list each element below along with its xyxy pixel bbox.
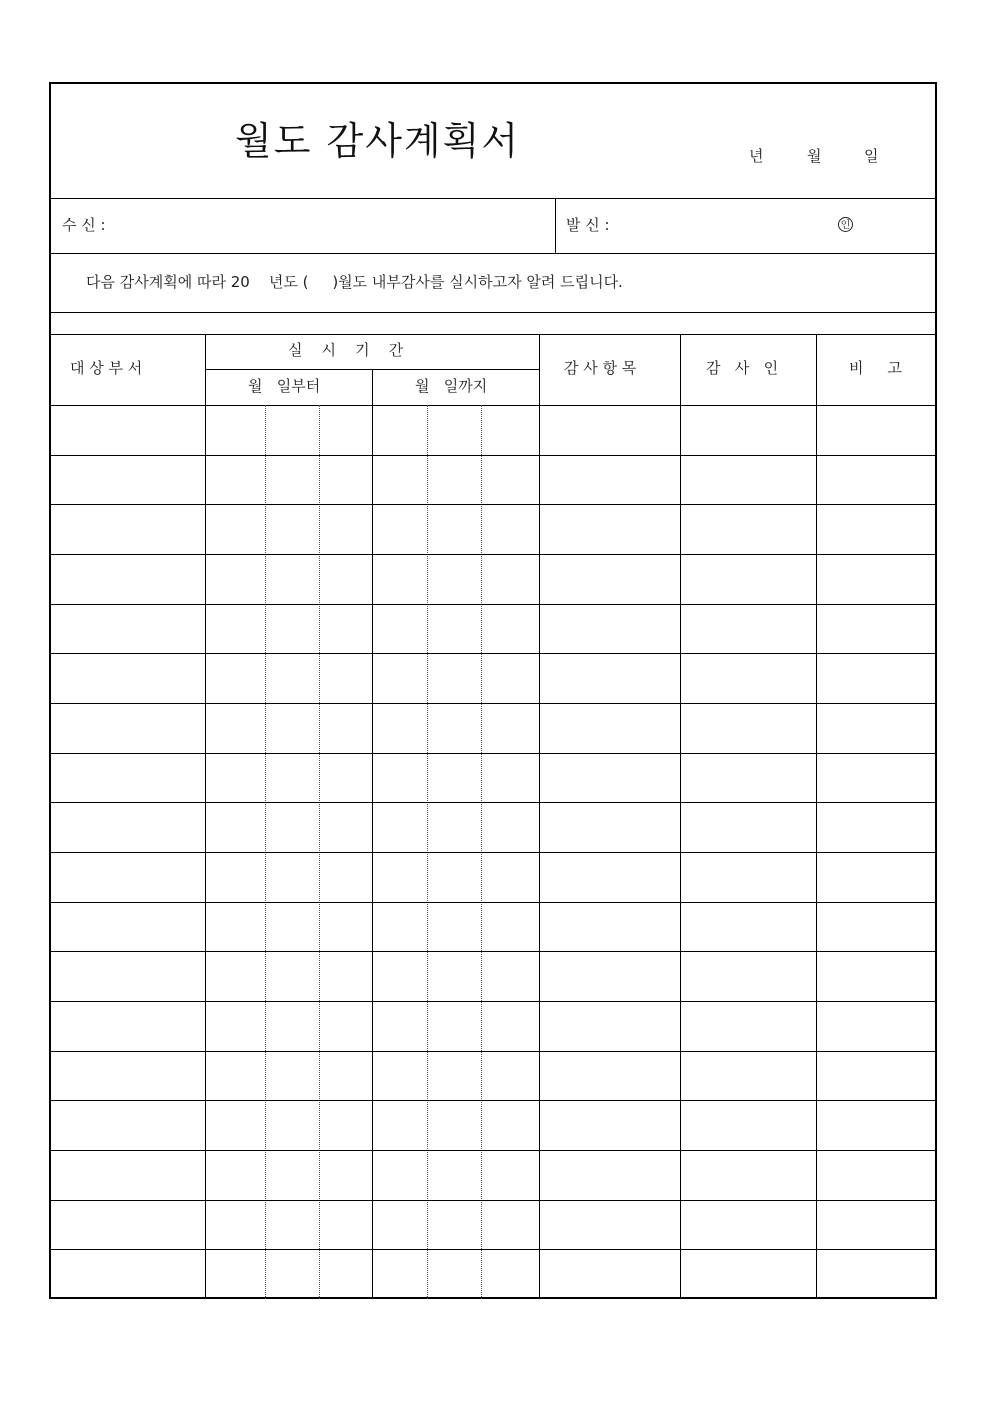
audit-plan-form: [49, 82, 937, 1299]
col-header-department: 대 상 부 서: [70, 359, 143, 377]
table-row-divider: [49, 703, 937, 704]
table-row-divider: [49, 902, 937, 903]
table-row-divider: [49, 504, 937, 505]
table-row-divider: [49, 455, 937, 456]
table-row-divider: [49, 1200, 937, 1201]
col-header-auditor: 감 사 인: [706, 359, 779, 377]
table-row-divider: [49, 1051, 937, 1052]
col-header-to: 월 일까지: [415, 377, 488, 395]
date-year-label: 년: [749, 147, 764, 165]
table-row-divider: [49, 653, 937, 654]
table-row-divider: [49, 604, 937, 605]
seal-mark: 인: [838, 217, 853, 232]
table-row-divider: [49, 1150, 937, 1151]
table-row-divider: [49, 951, 937, 952]
table-row-divider: [49, 1249, 937, 1250]
col-header-period: 실 시 기 간: [288, 341, 404, 359]
table-row-divider: [49, 1100, 937, 1101]
table-row-divider: [49, 554, 937, 555]
page-title: 월도 감사계획서: [235, 119, 521, 163]
recipient-label: 수 신 :: [62, 216, 106, 234]
col-header-items: 감 사 항 목: [564, 359, 637, 377]
notice-text: 다음 감사계획에 따라 20 년도 ( )월도 내부감사를 실시하고자 알려 드립니다.: [86, 273, 623, 291]
date-month-label: 월: [807, 147, 822, 165]
table-row-divider: [49, 753, 937, 754]
table-row-divider: [49, 1001, 937, 1002]
table-row-divider: [49, 802, 937, 803]
sender-label: 발 신 :: [566, 216, 610, 234]
table-row-divider: [49, 852, 937, 853]
date-day-label: 일: [864, 147, 879, 165]
col-header-from: 월 일부터: [248, 377, 321, 395]
col-header-remarks: 비 고: [849, 359, 902, 377]
